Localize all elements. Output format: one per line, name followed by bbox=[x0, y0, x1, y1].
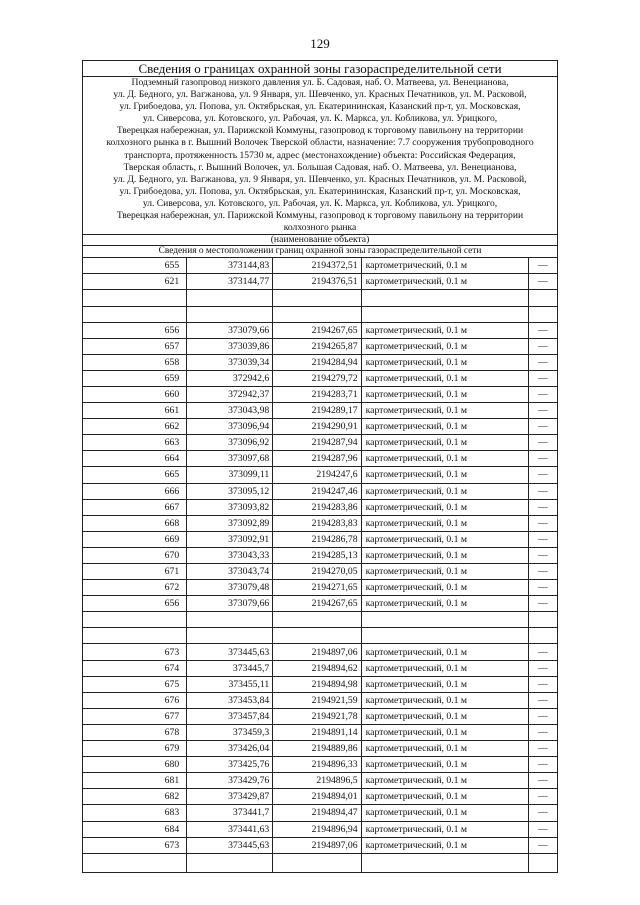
method-accuracy-cell: картометрический, 0.1 м bbox=[361, 531, 528, 547]
method-accuracy-cell: картометрический, 0.1 м bbox=[361, 805, 528, 821]
empty-cell bbox=[83, 612, 187, 628]
note-cell: — bbox=[528, 499, 557, 515]
table-row bbox=[83, 773, 558, 789]
object-description bbox=[83, 77, 558, 235]
table-row bbox=[83, 789, 558, 805]
empty-cell bbox=[528, 306, 557, 322]
separator-row bbox=[83, 853, 558, 872]
y-coordinate-cell: 2194372,51 bbox=[273, 258, 361, 274]
table-row bbox=[83, 451, 558, 467]
description-line: Подземный газопровод низкого давления ул. Б. Садовая, наб. О. Матвеева, ул. Венецианова, bbox=[131, 77, 509, 88]
y-coordinate-cell: 2194285,13 bbox=[273, 547, 361, 563]
y-coordinate-cell: 2194279,72 bbox=[273, 370, 361, 386]
note-cell: — bbox=[528, 322, 557, 338]
note-cell: — bbox=[528, 773, 557, 789]
point-number-cell: 668 bbox=[83, 515, 187, 531]
x-coordinate-cell: 373453,84 bbox=[187, 692, 273, 708]
x-coordinate-cell: 372942,6 bbox=[187, 370, 273, 386]
x-coordinate-cell: 373043,98 bbox=[187, 403, 273, 419]
method-accuracy-cell: картометрический, 0.1 м bbox=[361, 451, 528, 467]
method-accuracy-cell: картометрический, 0.1 м bbox=[361, 515, 528, 531]
description-line: ул. Д. Бедного, ул. Вагжанова, ул. 9 Января, ул. Шевченко, ул. Красных Печатников, ул. М. Расковой, bbox=[113, 173, 527, 185]
table-row bbox=[83, 419, 558, 435]
point-number-cell: 658 bbox=[83, 354, 187, 370]
note-cell: — bbox=[528, 708, 557, 724]
x-coordinate-cell: 373459,3 bbox=[187, 724, 273, 740]
point-number-cell: 681 bbox=[83, 773, 187, 789]
point-number-cell: 678 bbox=[83, 724, 187, 740]
y-coordinate-cell: 2194894,47 bbox=[273, 805, 361, 821]
empty-cell bbox=[187, 853, 273, 872]
point-number-cell: 669 bbox=[83, 531, 187, 547]
table-row bbox=[83, 515, 558, 531]
point-number-cell: 656 bbox=[83, 322, 187, 338]
description-line: ул. Сиверсова, ул. Котовского, ул. Рабочая, ул. К. Маркса, ул. Кобликова, ул. Урицкого, bbox=[142, 113, 498, 125]
table-row bbox=[83, 708, 558, 724]
note-cell: — bbox=[528, 467, 557, 483]
note-cell: — bbox=[528, 821, 557, 837]
method-accuracy-cell: картометрический, 0.1 м bbox=[361, 580, 528, 596]
empty-cell bbox=[273, 628, 361, 644]
page-number: 129 bbox=[310, 36, 330, 51]
method-accuracy-cell: картометрический, 0.1 м bbox=[361, 837, 528, 853]
note-cell: — bbox=[528, 741, 557, 757]
point-number-cell: 683 bbox=[83, 805, 187, 821]
table-row bbox=[83, 403, 558, 419]
method-accuracy-cell: картометрический, 0.1 м bbox=[361, 483, 528, 499]
y-coordinate-cell: 2194289,17 bbox=[273, 403, 361, 419]
method-accuracy-cell: картометрический, 0.1 м bbox=[361, 435, 528, 451]
boundary-table bbox=[82, 60, 558, 873]
note-cell: — bbox=[528, 757, 557, 773]
note-cell: — bbox=[528, 435, 557, 451]
x-coordinate-cell: 373457,84 bbox=[187, 708, 273, 724]
point-number-cell: 663 bbox=[83, 435, 187, 451]
y-coordinate-cell: 2194283,83 bbox=[273, 515, 361, 531]
description-line: Тверская область, г. Вышний Волочек, ул. Большая Садовая, наб. О. Матвеева, ул. Венецианова, bbox=[123, 161, 517, 173]
method-accuracy-cell: картометрический, 0.1 м bbox=[361, 708, 528, 724]
x-coordinate-cell: 373096,92 bbox=[187, 435, 273, 451]
y-coordinate-cell: 2194921,59 bbox=[273, 692, 361, 708]
x-coordinate-cell: 373039,86 bbox=[187, 338, 273, 354]
description-line: ул. Сиверсова, ул. Котовского, ул. Рабочая, ул. К. Маркса, ул. Кобликова, ул. Урицкого, bbox=[142, 197, 498, 209]
method-accuracy-cell: картометрический, 0.1 м bbox=[361, 724, 528, 740]
point-number-cell: 655 bbox=[83, 258, 187, 274]
point-number-cell: 662 bbox=[83, 419, 187, 435]
table-row bbox=[83, 338, 558, 354]
table-row bbox=[83, 467, 558, 483]
x-coordinate-cell: 373441,63 bbox=[187, 821, 273, 837]
method-accuracy-cell: картометрический, 0.1 м bbox=[361, 354, 528, 370]
method-accuracy-cell: картометрический, 0.1 м bbox=[361, 821, 528, 837]
method-accuracy-cell: картометрический, 0.1 м bbox=[361, 789, 528, 805]
note-cell: — bbox=[528, 805, 557, 821]
note-cell: — bbox=[528, 354, 557, 370]
y-coordinate-cell: 2194283,86 bbox=[273, 499, 361, 515]
x-coordinate-cell: 373079,66 bbox=[187, 322, 273, 338]
table-row bbox=[83, 564, 558, 580]
empty-cell bbox=[273, 290, 361, 306]
y-coordinate-cell: 2194290,91 bbox=[273, 419, 361, 435]
method-accuracy-cell: картометрический, 0.1 м bbox=[361, 773, 528, 789]
point-number-cell: 661 bbox=[83, 403, 187, 419]
point-number-cell: 671 bbox=[83, 564, 187, 580]
point-number-cell: 670 bbox=[83, 547, 187, 563]
table-row bbox=[83, 274, 558, 290]
method-accuracy-cell: картометрический, 0.1 м bbox=[361, 274, 528, 290]
description-line: Тверецкая набережная, ул. Парижской Коммуны, газопровод к торговому павильону на территории bbox=[116, 125, 524, 137]
description-line: Тверецкая набережная, ул. Парижской Коммуны, газопровод к торговому павильону на территории bbox=[116, 210, 524, 222]
x-coordinate-cell: 373079,48 bbox=[187, 580, 273, 596]
empty-cell bbox=[361, 612, 528, 628]
y-coordinate-cell: 2194889,86 bbox=[273, 741, 361, 757]
method-accuracy-cell: картометрический, 0.1 м bbox=[361, 322, 528, 338]
note-cell: — bbox=[528, 564, 557, 580]
point-number-cell: 666 bbox=[83, 483, 187, 499]
y-coordinate-cell: 2194896,5 bbox=[273, 773, 361, 789]
point-number-cell: 673 bbox=[83, 837, 187, 853]
y-coordinate-cell: 2194270,05 bbox=[273, 564, 361, 580]
table-row bbox=[83, 258, 558, 274]
table-row bbox=[83, 757, 558, 773]
table-row bbox=[83, 499, 558, 515]
separator-row bbox=[83, 306, 558, 322]
description-line: ул. Д. Бедного, ул. Вагжанова, ул. 9 Января, ул. Шевченко, ул. Красных Печатников, ул. М. Расковой, bbox=[113, 89, 527, 101]
empty-cell bbox=[528, 628, 557, 644]
table-row bbox=[83, 660, 558, 676]
empty-cell bbox=[83, 290, 187, 306]
note-cell: — bbox=[528, 660, 557, 676]
point-number-cell: 621 bbox=[83, 274, 187, 290]
table-row bbox=[83, 547, 558, 563]
method-accuracy-cell: картометрический, 0.1 м bbox=[361, 741, 528, 757]
table-row bbox=[83, 644, 558, 660]
method-accuracy-cell: картометрический, 0.1 м bbox=[361, 692, 528, 708]
y-coordinate-cell: 2194247,46 bbox=[273, 483, 361, 499]
point-number-cell: 677 bbox=[83, 708, 187, 724]
y-coordinate-cell: 2194376,51 bbox=[273, 274, 361, 290]
method-accuracy-cell: картометрический, 0.1 м bbox=[361, 403, 528, 419]
method-accuracy-cell: картометрический, 0.1 м bbox=[361, 370, 528, 386]
point-number-cell: 675 bbox=[83, 676, 187, 692]
note-cell: — bbox=[528, 644, 557, 660]
note-cell: — bbox=[528, 403, 557, 419]
method-accuracy-cell: картометрический, 0.1 м bbox=[361, 419, 528, 435]
method-accuracy-cell: картометрический, 0.1 м bbox=[361, 676, 528, 692]
method-accuracy-cell: картометрический, 0.1 м bbox=[361, 644, 528, 660]
note-cell: — bbox=[528, 596, 557, 612]
x-coordinate-cell: 373095,12 bbox=[187, 483, 273, 499]
description-line: ул. Грибоедова, ул. Попова, ул. Октябрьская, ул. Екатерининская, Казанский пр-т, ул. Московская, bbox=[119, 185, 521, 197]
y-coordinate-cell: 2194896,94 bbox=[273, 821, 361, 837]
y-coordinate-cell: 2194271,65 bbox=[273, 580, 361, 596]
method-accuracy-cell: картометрический, 0.1 м bbox=[361, 499, 528, 515]
separator-row bbox=[83, 612, 558, 628]
empty-cell bbox=[273, 306, 361, 322]
empty-cell bbox=[187, 290, 273, 306]
empty-cell bbox=[187, 612, 273, 628]
table-row bbox=[83, 692, 558, 708]
y-coordinate-cell: 2194891,14 bbox=[273, 724, 361, 740]
note-cell: — bbox=[528, 258, 557, 274]
x-coordinate-cell: 373445,63 bbox=[187, 644, 273, 660]
method-accuracy-cell: картометрический, 0.1 м bbox=[361, 338, 528, 354]
table-row bbox=[83, 483, 558, 499]
y-coordinate-cell: 2194267,65 bbox=[273, 596, 361, 612]
empty-cell bbox=[361, 306, 528, 322]
description-line: колхозного рынка в г. Вышний Волочек Тверской области, назначение: 7.7 сооружения трубопроводного bbox=[106, 137, 534, 149]
note-cell: — bbox=[528, 789, 557, 805]
point-number-cell: 679 bbox=[83, 741, 187, 757]
method-accuracy-cell: картометрический, 0.1 м bbox=[361, 564, 528, 580]
empty-cell bbox=[83, 628, 187, 644]
empty-cell bbox=[273, 612, 361, 628]
point-number-cell: 664 bbox=[83, 451, 187, 467]
table-row bbox=[83, 837, 558, 853]
table-row bbox=[83, 386, 558, 402]
separator-row bbox=[83, 628, 558, 644]
x-coordinate-cell: 373097,68 bbox=[187, 451, 273, 467]
table-row bbox=[83, 741, 558, 757]
point-number-cell: 659 bbox=[83, 370, 187, 386]
table-row bbox=[83, 531, 558, 547]
point-number-cell: 676 bbox=[83, 692, 187, 708]
separator-row bbox=[83, 290, 558, 306]
y-coordinate-cell: 2194287,94 bbox=[273, 435, 361, 451]
note-cell: — bbox=[528, 451, 557, 467]
table-row bbox=[83, 596, 558, 612]
y-coordinate-cell: 2194894,01 bbox=[273, 789, 361, 805]
y-coordinate-cell: 2194247,6 bbox=[273, 467, 361, 483]
empty-cell bbox=[528, 612, 557, 628]
table-row bbox=[83, 370, 558, 386]
object-label-row bbox=[83, 235, 558, 246]
y-coordinate-cell: 2194265,87 bbox=[273, 338, 361, 354]
x-coordinate-cell: 373079,66 bbox=[187, 596, 273, 612]
note-cell: — bbox=[528, 692, 557, 708]
point-number-cell: 656 bbox=[83, 596, 187, 612]
description-row bbox=[83, 77, 558, 235]
note-cell: — bbox=[528, 837, 557, 853]
table-row bbox=[83, 724, 558, 740]
empty-cell bbox=[361, 628, 528, 644]
note-cell: — bbox=[528, 676, 557, 692]
empty-cell bbox=[361, 290, 528, 306]
empty-cell bbox=[528, 290, 557, 306]
table-row bbox=[83, 322, 558, 338]
note-cell: — bbox=[528, 724, 557, 740]
x-coordinate-cell: 373039,34 bbox=[187, 354, 273, 370]
note-cell: — bbox=[528, 531, 557, 547]
description-line: ул. Грибоедова, ул. Попова, ул. Октябрьская, ул. Екатерининская, Казанский пр-т, ул. Московская, bbox=[119, 101, 521, 113]
x-coordinate-cell: 373429,87 bbox=[187, 789, 273, 805]
note-cell: — bbox=[528, 370, 557, 386]
table-row bbox=[83, 580, 558, 596]
x-coordinate-cell: 373441,7 bbox=[187, 805, 273, 821]
table-title: Сведения о границах охранной зоны газораспределительной сети bbox=[83, 61, 558, 77]
method-accuracy-cell: картометрический, 0.1 м bbox=[361, 258, 528, 274]
note-cell: — bbox=[528, 515, 557, 531]
description-line: транспорта, протяженность 15730 м, адрес (местонахождение) объекта: Российская Федерация, bbox=[124, 149, 516, 161]
point-number-cell: 672 bbox=[83, 580, 187, 596]
description-line: колхозного рынка bbox=[283, 222, 357, 234]
y-coordinate-cell: 2194896,33 bbox=[273, 757, 361, 773]
empty-cell bbox=[83, 853, 187, 872]
x-coordinate-cell: 373093,82 bbox=[187, 499, 273, 515]
x-coordinate-cell: 373043,74 bbox=[187, 564, 273, 580]
point-number-cell: 660 bbox=[83, 386, 187, 402]
table-row bbox=[83, 821, 558, 837]
x-coordinate-cell: 373445,7 bbox=[187, 660, 273, 676]
x-coordinate-cell: 373426,04 bbox=[187, 741, 273, 757]
object-name-label: (наименование объекта) bbox=[83, 235, 558, 246]
x-coordinate-cell: 373099,11 bbox=[187, 467, 273, 483]
point-number-cell: 667 bbox=[83, 499, 187, 515]
table-row bbox=[83, 676, 558, 692]
x-coordinate-cell: 373455,11 bbox=[187, 676, 273, 692]
x-coordinate-cell: 373092,91 bbox=[187, 531, 273, 547]
y-coordinate-cell: 2194897,06 bbox=[273, 644, 361, 660]
y-coordinate-cell: 2194267,65 bbox=[273, 322, 361, 338]
table-row bbox=[83, 805, 558, 821]
x-coordinate-cell: 373144,77 bbox=[187, 274, 273, 290]
empty-cell bbox=[273, 853, 361, 872]
title-row bbox=[83, 61, 558, 77]
point-number-cell: 665 bbox=[83, 467, 187, 483]
y-coordinate-cell: 2194287,96 bbox=[273, 451, 361, 467]
point-number-cell: 674 bbox=[83, 660, 187, 676]
note-cell: — bbox=[528, 419, 557, 435]
x-coordinate-cell: 373092,89 bbox=[187, 515, 273, 531]
table-row bbox=[83, 354, 558, 370]
method-accuracy-cell: картометрический, 0.1 м bbox=[361, 596, 528, 612]
y-coordinate-cell: 2194894,98 bbox=[273, 676, 361, 692]
empty-cell bbox=[528, 853, 557, 872]
point-number-cell: 682 bbox=[83, 789, 187, 805]
x-coordinate-cell: 373425,76 bbox=[187, 757, 273, 773]
method-accuracy-cell: картометрический, 0.1 м bbox=[361, 386, 528, 402]
location-subheading: Сведения о местоположении границ охранной зоны газораспределительной сети bbox=[83, 246, 558, 258]
y-coordinate-cell: 2194897,06 bbox=[273, 837, 361, 853]
note-cell: — bbox=[528, 274, 557, 290]
x-coordinate-cell: 373043,33 bbox=[187, 547, 273, 563]
point-number-cell: 680 bbox=[83, 757, 187, 773]
y-coordinate-cell: 2194921,78 bbox=[273, 708, 361, 724]
method-accuracy-cell: картометрический, 0.1 м bbox=[361, 467, 528, 483]
method-accuracy-cell: картометрический, 0.1 м bbox=[361, 547, 528, 563]
x-coordinate-cell: 373144,83 bbox=[187, 258, 273, 274]
note-cell: — bbox=[528, 580, 557, 596]
empty-cell bbox=[361, 853, 528, 872]
table-row bbox=[83, 435, 558, 451]
note-cell: — bbox=[528, 338, 557, 354]
note-cell: — bbox=[528, 547, 557, 563]
y-coordinate-cell: 2194283,71 bbox=[273, 386, 361, 402]
empty-cell bbox=[187, 628, 273, 644]
subheading-row bbox=[83, 246, 558, 258]
x-coordinate-cell: 372942,37 bbox=[187, 386, 273, 402]
x-coordinate-cell: 373096,94 bbox=[187, 419, 273, 435]
x-coordinate-cell: 373429,76 bbox=[187, 773, 273, 789]
empty-cell bbox=[83, 306, 187, 322]
y-coordinate-cell: 2194894,62 bbox=[273, 660, 361, 676]
point-number-cell: 673 bbox=[83, 644, 187, 660]
y-coordinate-cell: 2194286,78 bbox=[273, 531, 361, 547]
x-coordinate-cell: 373445,63 bbox=[187, 837, 273, 853]
point-number-cell: 657 bbox=[83, 338, 187, 354]
point-number-cell: 684 bbox=[83, 821, 187, 837]
note-cell: — bbox=[528, 386, 557, 402]
method-accuracy-cell: картометрический, 0.1 м bbox=[361, 757, 528, 773]
empty-cell bbox=[187, 306, 273, 322]
y-coordinate-cell: 2194284,94 bbox=[273, 354, 361, 370]
method-accuracy-cell: картометрический, 0.1 м bbox=[361, 660, 528, 676]
note-cell: — bbox=[528, 483, 557, 499]
